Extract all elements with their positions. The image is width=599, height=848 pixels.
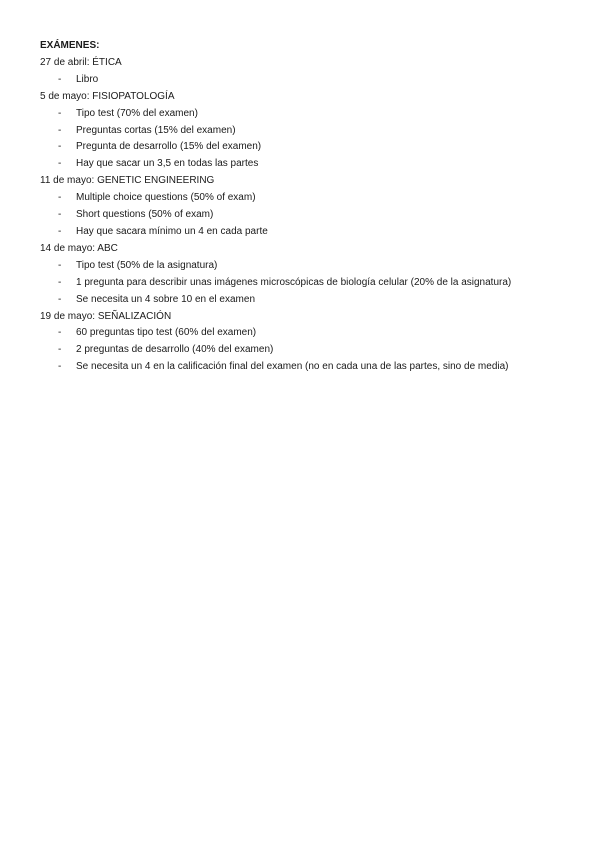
exam-date-separator: : (91, 175, 98, 187)
document-heading: EXÁMENES: (40, 40, 100, 51)
exam-date-separator: : (92, 310, 98, 322)
dash-bullet-icon: - (58, 107, 62, 119)
dash-bullet-icon: - (58, 141, 62, 153)
dash-bullet-icon: - (58, 192, 62, 204)
dash-bullet-icon: - (58, 361, 62, 373)
exam-details-list (40, 258, 580, 309)
exam-details-list (40, 190, 580, 241)
dash-bullet-icon: - (58, 327, 62, 339)
dash-bullet-icon: - (58, 344, 62, 356)
exam-details-list (40, 325, 580, 376)
list-item-text: Hay que sacar un 3,5 en todas las partes (76, 158, 259, 170)
list-item (40, 123, 580, 140)
exam-section (40, 55, 580, 89)
list-item (40, 139, 580, 156)
exam-section (40, 309, 580, 377)
exam-date-separator: : (92, 242, 98, 254)
list-item-text: Preguntas cortas (15% del examen) (76, 124, 236, 136)
list-item (40, 342, 580, 359)
exam-date: 27 de abril (40, 56, 87, 68)
exam-date-separator: : (86, 90, 93, 102)
list-item (40, 224, 580, 241)
exam-list (40, 55, 580, 376)
exam-title (40, 55, 580, 72)
list-item-text: Se necesita un 4 en la calificación final del examen (no en cada una de las partes, sino de media) (76, 361, 509, 373)
list-item (40, 275, 580, 292)
list-item (40, 207, 580, 224)
exam-subject: SEÑALIZACIÓN (97, 310, 172, 322)
list-item-text: 1 pregunta para describir unas imágenes microscópicas de biología celular (20% de la asignatura) (76, 276, 512, 288)
dash-bullet-icon: - (58, 124, 62, 136)
exam-date: 19 de mayo (40, 310, 93, 322)
list-item (40, 106, 580, 123)
exam-title (40, 173, 580, 190)
list-item-text: Pregunta de desarrollo (15% del examen) (76, 141, 262, 153)
list-item-text: Libro (76, 73, 99, 85)
list-item-text: Se necesita un 4 sobre 10 en el examen (76, 293, 256, 305)
exam-date-separator: : (86, 56, 93, 68)
dash-bullet-icon: - (58, 158, 62, 170)
list-item-text: Tipo test (50% de la asignatura) (76, 259, 218, 271)
exam-section (40, 241, 580, 309)
exam-details-list (40, 72, 580, 89)
exam-subject: GENETIC ENGINEERING (97, 175, 215, 187)
exam-date: 14 de mayo (40, 242, 93, 254)
exam-subject: FISIOPATOLOGÍA (92, 90, 175, 102)
exam-details-list (40, 106, 580, 174)
dash-bullet-icon: - (58, 73, 62, 85)
dash-bullet-icon: - (58, 293, 62, 305)
list-item (40, 292, 580, 309)
exam-title (40, 241, 580, 258)
exam-section (40, 89, 580, 174)
exam-title (40, 309, 580, 326)
list-item-text: Short questions (50% of exam) (76, 209, 214, 221)
list-item (40, 190, 580, 207)
exam-section (40, 173, 580, 241)
list-item (40, 258, 580, 275)
exam-subject: ABC (97, 242, 118, 254)
dash-bullet-icon: - (58, 225, 62, 237)
dash-bullet-icon: - (58, 259, 62, 271)
exam-subject: ÉTICA (92, 56, 122, 68)
exam-title (40, 89, 580, 106)
list-item-text: Tipo test (70% del examen) (76, 107, 198, 119)
list-item-text: Multiple choice questions (50% of exam) (76, 192, 256, 204)
list-item-text: 2 preguntas de desarrollo (40% del examen) (76, 344, 274, 356)
exam-date: 11 de mayo (40, 175, 92, 187)
list-item (40, 325, 580, 342)
list-item (40, 359, 580, 376)
dash-bullet-icon: - (58, 209, 62, 221)
list-item (40, 72, 580, 89)
list-item-text: 60 preguntas tipo test (60% del examen) (76, 327, 257, 339)
exam-date: 5 de mayo (40, 90, 87, 102)
document-body (40, 38, 580, 376)
list-item (40, 156, 580, 173)
list-item-text: Hay que sacara mínimo un 4 en cada parte (76, 225, 268, 237)
dash-bullet-icon: - (58, 276, 62, 288)
